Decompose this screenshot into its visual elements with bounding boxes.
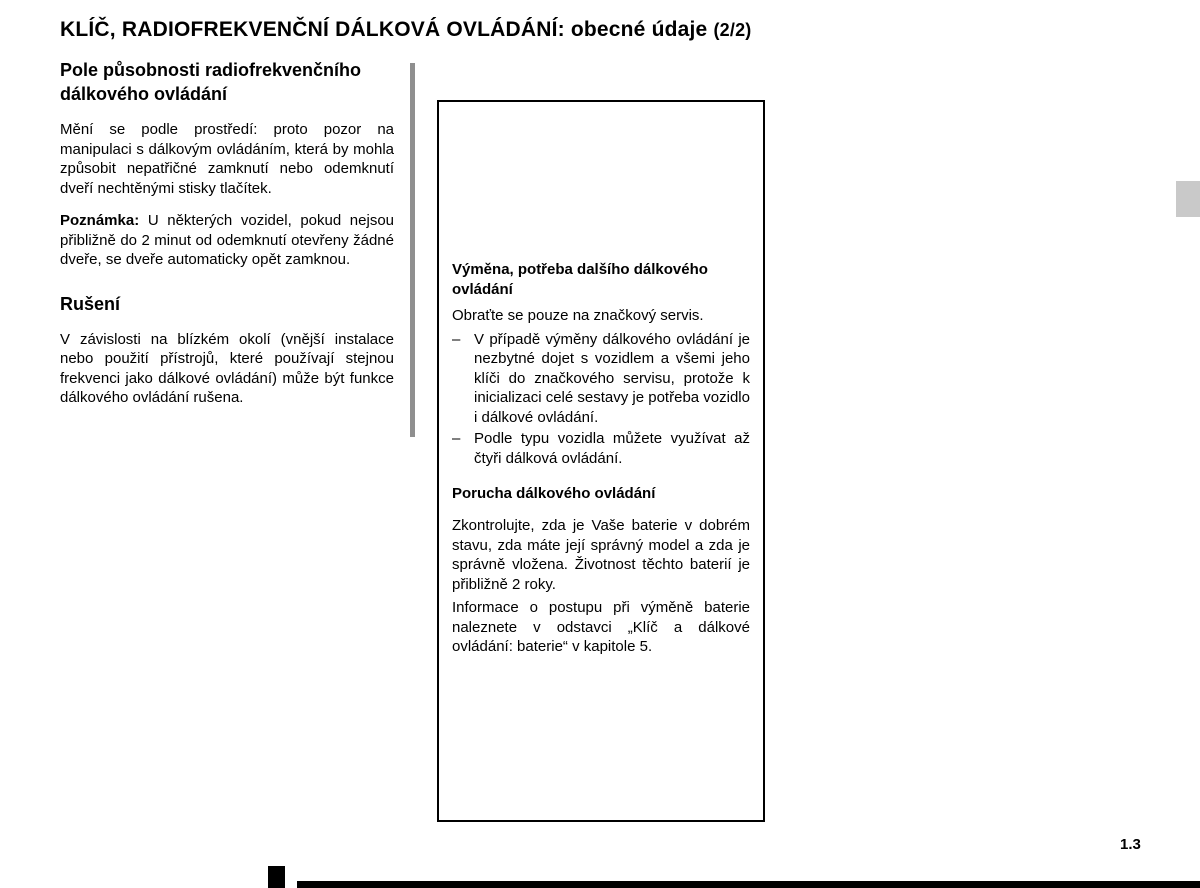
bullet-text: V případě výměny dálkového ovládání je nezbytné dojet s vozidlem a všemi jeho klíči do značkového servisu, protože k inicializaci celé sestavy je potřeba vozidlo i dálkové ovládání. [474, 330, 750, 426]
section-heading-range: Pole působnosti radiofrekvenčního dálkového ovládání [60, 60, 362, 104]
page-title-suffix: (2/2) [713, 20, 752, 40]
bullet-list [452, 330, 750, 469]
page-title-main: KLÍČ, RADIOFREKVENČNÍ DÁLKOVÁ OVLÁDÁNÍ: obecné údaje [60, 18, 708, 41]
dash-bullet-icon: – [452, 330, 461, 348]
box-heading-replacement: Výměna, potřeba dalšího dálkového ovládání [452, 261, 708, 298]
left-column [60, 58, 394, 421]
page-number: 1.3 [1120, 836, 1141, 853]
dash-bullet-icon: – [452, 430, 461, 447]
box-intro: Obraťte se pouze na značkový servis. [452, 307, 704, 324]
vertical-divider [410, 63, 415, 437]
page-title [60, 18, 752, 42]
chapter-side-tab [1176, 181, 1200, 217]
info-box [437, 100, 765, 822]
section-heading-interference: Rušení [60, 293, 121, 314]
footer-marker [268, 866, 285, 888]
bullet-item [452, 330, 750, 428]
bullet-item [452, 429, 750, 468]
box-paragraph-reference: Informace o postupu při výměně baterie naleznete v odstavci „Klíč a dálkové ovládání: baterie“ v kapitole 5. [452, 599, 750, 655]
note-text: U některých vozidel, pokud nejsou přibližně do 2 minut od odemknutí otevřeny žádné dveře, se dveře automaticky opět zamknou. [60, 212, 395, 268]
box-paragraph-battery: Zkontrolujte, zda je Vaše baterie v dobrém stavu, zda máte její správný model a zda je správně vložena. Životnost těchto baterií je přibližně 2 roky. [452, 517, 750, 593]
paragraph-range: Mění se podle prostředí: proto pozor na manipulaci s dálkovým ovládáním, která by mohla způsobit nepatřičné zamknutí nebo odemknutí dveří nechtěnými stisky tlačítek. [60, 121, 394, 197]
bullet-text: Podle typu vozidla můžete využívat až čtyři dálková ovládání. [474, 430, 750, 467]
note-label: Poznámka: [60, 212, 140, 229]
footer-bar [297, 881, 1200, 888]
paragraph-note [60, 211, 394, 270]
box-heading-malfunction: Porucha dálkového ovládání [452, 485, 656, 502]
paragraph-interference: V závislosti na blízkém okolí (vnější instalace nebo použití přístrojů, které používají stejnou frekvenci jako dálkové ovládání) může být funkce dálkového ovládání rušena. [60, 330, 394, 406]
